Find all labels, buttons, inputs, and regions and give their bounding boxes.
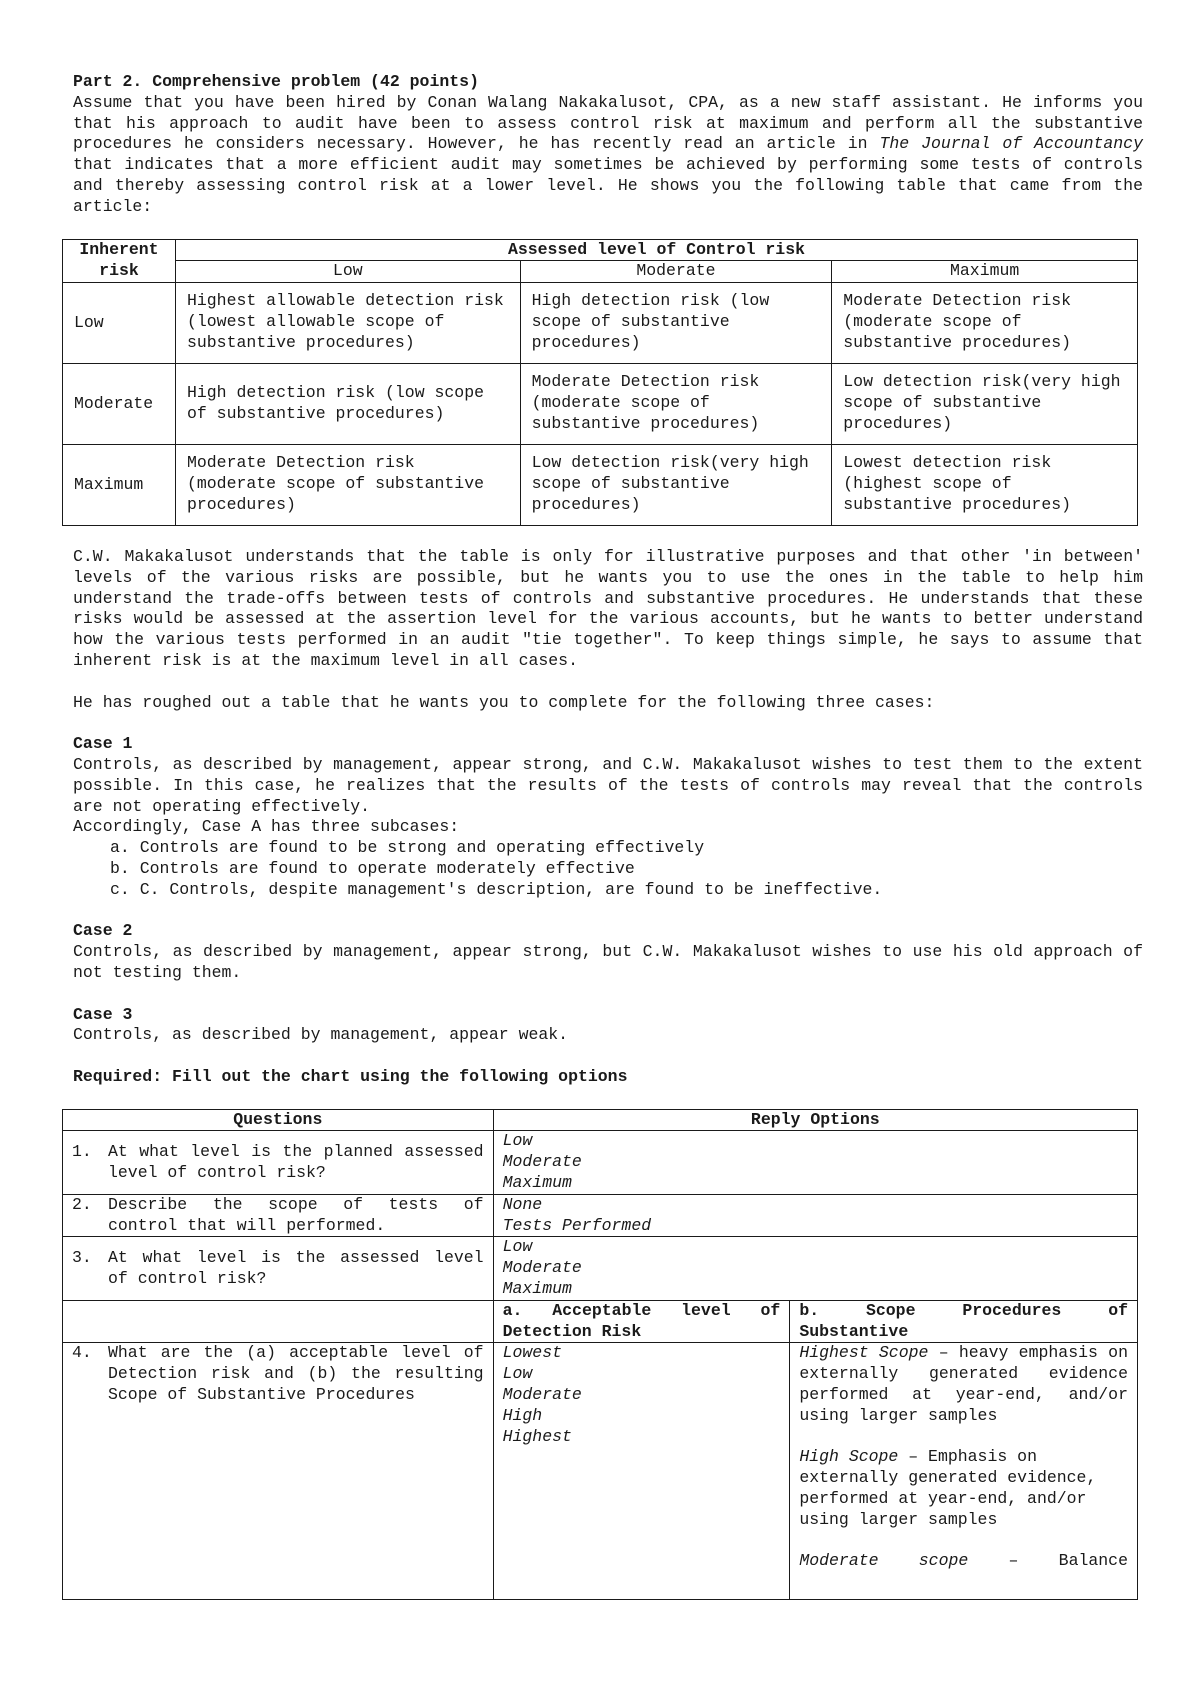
intro-paragraph: Assume that you have been hired by Conan Walang Nakakalusot, CPA, as a new staff assistant. He informs you that his approach to audit have been to assess control risk at maximum and perform all the substantive procedures he considers necessary. However, he has recently read an article in The Journal of Accountancy that indicates that a more efficient audit may sometimes be achieved by performing some tests of controls and thereby assessing control risk at a lower level. He shows you the following table that came from the article:: [73, 92, 1143, 216]
table-cell: Moderate Detection risk (moderate scope of substantive procedures): [175, 445, 520, 526]
reply-options-header: Reply Options: [493, 1109, 1137, 1131]
question-text: What are the (a) acceptable level of Detection risk and (b) the resulting Scope of Substantive Procedures: [108, 1343, 484, 1405]
case1-heading: Case 1: [73, 734, 133, 754]
section-title: Part 2. Comprehensive problem (42 points): [73, 72, 479, 91]
risk-matrix-table: [62, 239, 1138, 527]
column-header: Low: [175, 261, 520, 283]
case2-text: Controls, as described by management, appear strong, but C.W. Makakalusot wishes to use his old approach of not testing them.: [73, 942, 1143, 982]
row-label: Moderate: [63, 364, 176, 445]
column-header: Moderate: [520, 261, 832, 283]
table-row: 4. What are the (a) acceptable level of Detection risk and (b) the resulting Scope of Substantive Procedures Lowest Low Moderate High Highest Highest Scope – heavy emphasis on externally generated evidence performed at year-end, and/or using larger samples High Scope – Emphasis on externally generated evidence, performed at year-end, and/or using larger samples Moderate scope – Balance: [63, 1343, 1138, 1600]
table-row: 1. At what level is the planned assessed level of control risk? Low Moderate Maximum: [63, 1131, 1138, 1194]
table-row: 2. Describe the scope of tests of control that will performed. None Tests Performed: [63, 1194, 1138, 1237]
table-cell: Moderate Detection risk (moderate scope of substantive procedures): [520, 364, 832, 445]
journal-name: The Journal of Accountancy: [879, 134, 1143, 154]
scope-option: Moderate scope – Balance: [799, 1551, 1128, 1571]
table-cell: Moderate Detection risk (moderate scope of substantive procedures): [832, 283, 1138, 364]
document-page: [73, 72, 1143, 1600]
question-text: Describe the scope of tests of control that will performed.: [108, 1194, 484, 1235]
control-risk-header: Assessed level of Control risk: [175, 239, 1137, 261]
question-text: At what level is the planned assessed level of control risk?: [108, 1141, 484, 1182]
list-item: b. Controls are found to operate moderately effective: [110, 858, 635, 878]
row-label: Maximum: [63, 445, 176, 526]
reply-options: Low Moderate Maximum: [493, 1131, 1137, 1194]
case2-heading: Case 2: [73, 921, 133, 941]
cases-intro: He has roughed out a table that he wants you to complete for the following three cases:: [73, 692, 935, 712]
list-item: a. Controls are found to be strong and operating effectively: [110, 838, 705, 858]
case3-text: Controls, as described by management, appear weak.: [73, 1025, 569, 1045]
required-instruction: Required: Fill out the chart using the following options: [73, 1066, 628, 1086]
table-row: [63, 445, 1138, 526]
scope-options: [790, 1343, 1138, 1600]
list-item: c. C. Controls, despite management's description, are found to be ineffective.: [110, 879, 883, 899]
reply-options: Lowest Low Moderate High Highest: [493, 1343, 790, 1600]
scope-option: High Scope – Emphasis on externally generated evidence, performed at year-end, and/or using larger samples: [799, 1447, 1097, 1529]
table-cell: High detection risk (low scope of substantive procedures): [520, 283, 832, 364]
scope-subheader: b. Scope Procedures of Substantive: [790, 1300, 1138, 1343]
table-row: [63, 1300, 1138, 1343]
inherent-risk-header: Inherent risk: [63, 239, 176, 283]
table-row: [63, 283, 1138, 364]
case1-lead: Accordingly, Case A has three subcases:: [73, 817, 460, 837]
questions-header: Questions: [63, 1109, 494, 1131]
case1-text: Controls, as described by management, appear strong, and C.W. Makakalusot wishes to test them to the extent possible. In this case, he realizes that the results of the tests of controls may reveal that the controls are not operating effectively.: [73, 754, 1143, 816]
explanation-paragraph: C.W. Makakalusot understands that the table is only for illustrative purposes and that other 'in between' levels of the various risks are possible, but he wants you to use the ones in the table to help him understand the trade-offs between tests of controls and substantive procedures. He understands that these risks would be assessed at the assertion level for the various accounts, but he wants to better understand how the various tests performed in an audit "tie together". To keep things simple, he says to assume that inherent risk is at the maximum level in all cases.: [73, 546, 1143, 670]
question-text: At what level is the assessed level of control risk?: [108, 1247, 484, 1288]
row-label: Low: [63, 283, 176, 364]
table-row: 3. At what level is the assessed level of control risk? Low Moderate Maximum: [63, 1237, 1138, 1300]
detection-risk-subheader: a. Acceptable level of Detection Risk: [493, 1300, 790, 1343]
table-row: [63, 364, 1138, 445]
reply-options: None Tests Performed: [493, 1194, 1137, 1237]
subcase-list: [73, 838, 1143, 900]
case3-heading: Case 3: [73, 1004, 133, 1024]
questions-table: [62, 1109, 1138, 1601]
table-cell: High detection risk (low scope of substantive procedures): [175, 364, 520, 445]
table-cell: Lowest detection risk (highest scope of substantive procedures): [832, 445, 1138, 526]
table-cell: Low detection risk(very high scope of substantive procedures): [520, 445, 832, 526]
table-cell: Highest allowable detection risk (lowest allowable scope of substantive procedures): [175, 283, 520, 364]
reply-options: Low Moderate Maximum: [493, 1237, 1137, 1300]
scope-option: Highest Scope – heavy emphasis on externally generated evidence performed at year-end, and/or using larger samples: [799, 1343, 1128, 1425]
column-header: Maximum: [832, 261, 1138, 283]
table-cell: Low detection risk(very high scope of substantive procedures): [832, 364, 1138, 445]
